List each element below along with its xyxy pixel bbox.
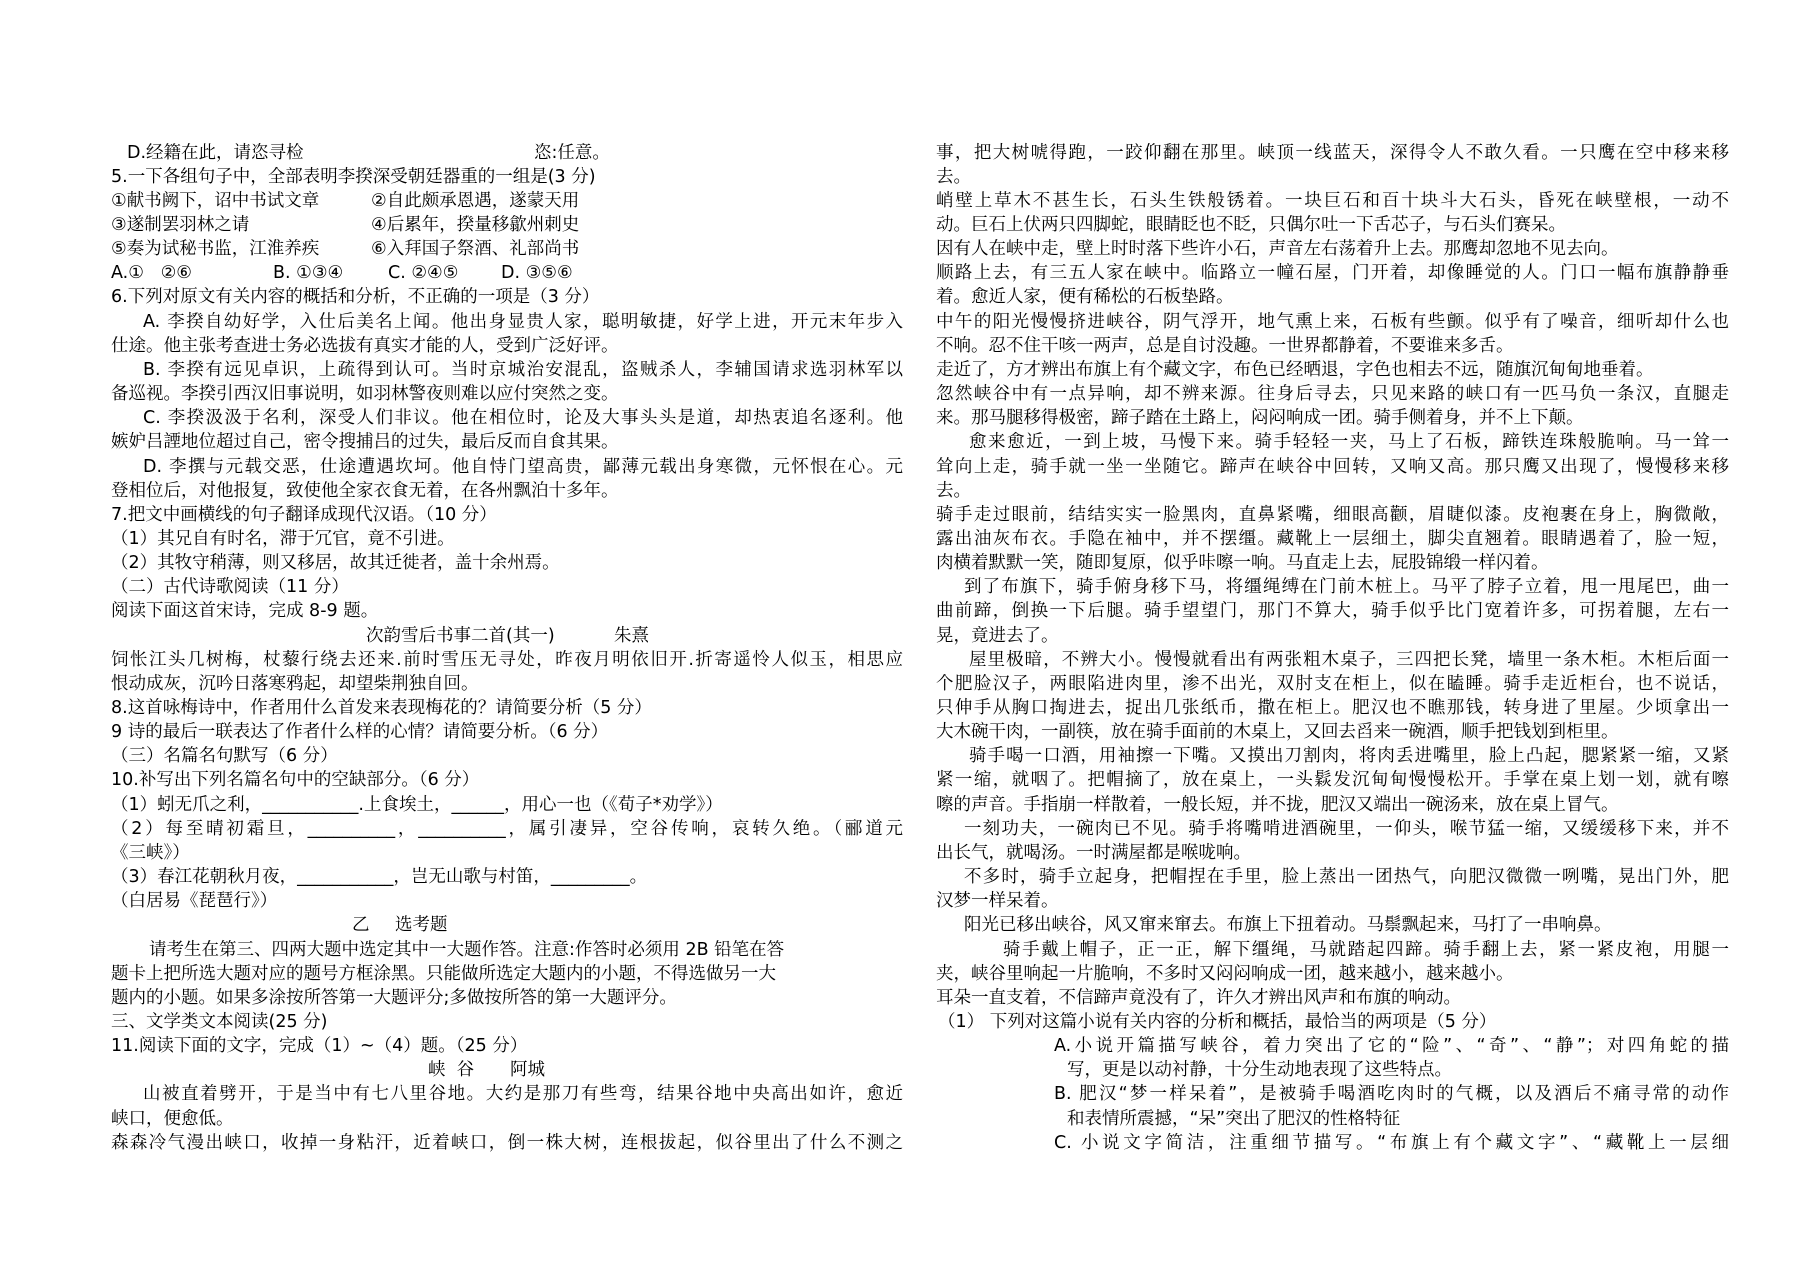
q11-1-choice-b: B. 肥汉“梦一样呆着”，是被骑手喝酒吃肉时的气概，以及酒后不痛寻常的动作 [1054,1084,1729,1105]
q5-choice-c: C. ②④⑤ [388,263,459,284]
q5-stem: 5.一下各组句子中，全部表明李揆深受朝廷器重的一组是(3 分) [111,166,596,187]
q5-item: ②自此颇承恩遇，遂蒙天用 [371,190,580,211]
poetry-section-heading: （二）古代诗歌阅读（11 分） [111,577,349,598]
q10-item: （2）每至晴初霜旦，__________，__________，属引凄异，空谷传响，哀转久绝。（郦道元 [111,818,903,839]
story-line: 只伸手从胸口掏进去，捉出几张纸币，撒在柜上。肥汉也不瞧那钱，转身进了里屋。少顷拿出一 [936,698,1729,718]
q10-item: （3）春江花朝秋月夜，___________，岂无山歌与村笛，_________。 [111,867,648,887]
q6-choice-a: A. 李揆自幼好学，入仕后美名上闻。他出身显贵人家，聪明敏捷，好学上进，开元末年步入 [143,311,903,332]
q11-1-stem: （1） 下列对这篇小说有关内容的分析和概括，最恰当的两项是（5 分） [938,1011,1497,1032]
story-line: 来。那马腿移得极密，蹄子踏在土路上，闷闷响成一团。骑手侧着身，并不上下颠。 [936,408,1584,429]
elective-notice: 题内的小题。如果多涂按所答第一大题评分;多做按所答的第一大题评分。 [111,987,677,1008]
q4-option-d-note: 恣:任意。 [534,142,610,163]
story-line: 去。 [936,480,971,501]
literature-section-heading: 三、文学类文本阅读(25 分) [111,1011,328,1032]
q11-1-choice-c: C. 小说文字简洁，注重细节描写。“布旗上有个藏文字”、“藏靴上一层细 [1054,1132,1729,1153]
q11-1-choice-a-cont: 写，更是以动衬静，十分生动地表现了这些特点。 [1067,1060,1452,1081]
story-line: 山被直着劈开，于是当中有七八里谷地。大约是那刀有些弯，结果谷地中央高出如许，愈近 [143,1084,903,1105]
story-line: 个肥脸汉子，两眼陷进肉里，渗不出光，双肘支在柜上，似在瞌睡。骑手走近柜台，也不说话， [936,673,1729,694]
story-line: 忽然峡谷中有一点异响，却不辨来源。往身后寻去，只见来路的峡口有一匹马负一条汉，直腿走 [936,384,1729,404]
story-line: 峡口，便愈低。 [111,1108,234,1129]
story-line: 汉梦一样呆着。 [936,891,1059,912]
elective-notice: 请考生在第三、四两大题中选定其中一大题作答。注意:作答时必须用 2B 铅笔在答 [149,939,785,960]
story-line: 不响。忍不住干咳一两声，总是自讨没趣。一世界都静着，不要谁来多舌。 [936,335,1514,356]
story-line: 夹，峡谷里响起一片脆响，不多时又闷闷响成一团，越来越小，越来越小。 [936,963,1514,984]
story-line: 出长气，就喝汤。一时满屋都是喉咙响。 [936,842,1251,863]
story-line: 事，把大树唬得跑，一跤仰翻在那里。峡顶一线蓝天，深得令人不敢久看。一只鹰在空中移来移 [936,142,1729,163]
story-line: 屋里极暗，不辨大小。慢慢就看出有两张粗木桌子，三四把长凳，墙里一条木柜。木柜后面一 [969,649,1729,670]
q10-stem: 10.补写出下列名篇名句中的空缺部分。（6 分） [111,770,480,791]
story-line: 露出油灰布衣。手隐在袖中，并不摆缰。藏靴上一层细土，脚尖直翘着。眼睛遇着了，脸一短， [936,528,1729,549]
story-line: 顺路上去，有三五人家在峡中。临路立一幢石屋，门开着，却像睡觉的人。门口一幅布旗静静垂 [936,263,1729,284]
story-line: 动。巨石上伏两只四脚蛇，眼睛眨也不眨，只偶尔吐一下舌芯子，与石头们赛呆。 [936,215,1566,235]
q5-item: ⑤奏为试秘书监，江淮养疾 [111,239,320,260]
q8: 8.这首咏梅诗中，作者用什么首发来表现梅花的？请简要分析（5 分） [111,698,652,718]
elective-part-label: 乙 [352,915,370,936]
elective-notice: 题卡上把所选大题对应的题号方框涂黑。只能做所选定大题内的小题，不得选做另一大 [111,963,776,984]
q11-stem: 11.阅读下面的文字，完成（1）~（4）题。（25 分） [111,1036,528,1057]
poem-line: 饲怅江头几树梅，杖藜行绕去还来.前时雪压无寻处，昨夜月明依旧开.折寄遥怜人似玉，相思应 [111,649,903,670]
story-line: 森森冷气漫出峡口，收掉一身粘汗，近着峡口，倒一株大树，连根拔起，似谷里出了什么不测之 [111,1132,903,1153]
poem-author: 朱熹 [614,625,649,646]
story-line: 嚓的声音。手指崩一样散着，一般长短，并不拢，肥汉又端出一碗汤来，放在桌上冒气。 [936,794,1619,815]
q6-choice-c-cont: 嫉妒吕諲地位超过自己，密令搜捕吕的过失，最后反而自食其果。 [111,432,619,453]
story-title: 峡 谷 [428,1060,475,1081]
q11-1-choice-a: A.小说开篇描写峡谷，着力突出了它的“险”、“奇”、“静”；对四角蛇的描 [1054,1036,1729,1057]
q11-1-choice-b-cont: 和表情所震撼，“呆”突出了肥汉的性格特征 [1067,1108,1401,1129]
elective-title: 选考题 [395,915,448,936]
story-line: 中午的阳光慢慢挤进峡谷，阴气浮开，地气熏上来，石板有些颤。似乎有了噪音，细听却什么也 [936,311,1729,332]
q6-stem: 6.下列对原文有关内容的概括和分析，不正确的一项是（3 分） [111,287,600,308]
story-line: 晃，竟进去了。 [936,625,1059,646]
story-line: 到了布旗下，骑手俯身移下马，将缰绳缚在门前木桩上。马平了脖子立着，甩一甩尾巴，曲一 [964,577,1729,598]
story-line: 耸向上走，骑手就一坐一坐随它。蹄声在峡谷中回转，又响又高。那只鹰又出现了，慢慢移来移 [936,456,1729,477]
q6-choice-b: B. 李揆有远见卓识，上疏得到认可。当时京城治安混乱，盗贼杀人，李辅国请求选羽林军以 [143,359,903,380]
q6-choice-a-cont: 仕途。他主张考查进士务必选拔有真实才能的人，受到广泛好评。 [111,335,619,356]
q5-item: ⑥入拜国子祭酒、礼部尚书 [371,239,580,260]
q9: 9 诗的最后一联表达了作者什么样的心情？请简要分析。（6 分） [111,722,609,743]
story-line: 着。愈近人家，便有稀松的石板垫路。 [936,287,1234,308]
recitation-section-heading: （三）名篇名句默写（6 分） [111,746,338,767]
poetry-instruction: 阅读下面这首宋诗，完成 8-9 题。 [111,601,379,622]
q5-choice-a: A.① ②⑥ [111,263,192,284]
story-line: 耳朵一直支着，不信蹄声竟没有了，许久才辨出风声和布旗的响动。 [936,987,1461,1008]
story-line: 骑手走过眼前，结结实实一脸黑肉，直鼻紧嘴，细眼高颧，眉睫似漆。皮袍裹在身上，胸微敞， [936,504,1729,525]
story-line: 阳光已移出峡谷，风又窜来窜去。布旗上下扭着动。马鬃飘起来，马打了一串响鼻。 [964,915,1612,936]
story-line: 不多时，骑手立起身，把帽捏在手里，脸上蒸出一团热气，向肥汉微微一咧嘴，晃出门外，肥 [964,867,1729,887]
q5-item: ④后累年，揆量移歙州刺史 [371,215,580,235]
q7-stem: 7.把文中画横线的句子翻译成现代汉语。（10 分） [111,504,497,525]
q6-choice-c: C. 李揆汲汲于名利，深受人们非议。他在相位时，论及大事头头是道，却热衷追名逐利。他 [143,408,903,429]
story-line: 骑手喝一口酒，用袖擦一下嘴。又摸出刀割肉，将肉丢进嘴里，脸上凸起，腮紧紧一缩，又紧 [969,746,1729,767]
story-line: 愈来愈近，一到上坡，马慢下来。骑手轻轻一夹，马上了石板，蹄铁连珠般脆响。马一耸一 [969,432,1729,453]
story-line: 去。 [936,166,971,187]
story-line: 肉横着默默一笑，随即复原，似乎咔嚓一响。马直走上去，屁股锦缎一样闪着。 [936,553,1549,574]
q7-item: （1）其兄自有时名，滞于冗官，竟不引进。 [111,528,455,549]
story-line: 峭壁上草木不甚生长，石头生铁般锈着。一块巨石和百十块斗大石头，昏死在峡壁根，一动不 [936,190,1729,211]
story-line: 曲前蹄，倒换一下后腿。骑手望望门，那门不算大，骑手似乎比门宽着许多，可拐着腿，左右一 [936,601,1729,622]
q7-item: （2）其牧守稍薄，则又移居，故其迁徙者，盖十余州焉。 [111,553,560,574]
q5-choice-b: B. ①③④ [273,263,344,284]
q6-choice-d-cont: 登相位后，对他报复，致使他全家衣食无着，在各州飘泊十多年。 [111,480,619,501]
q6-choice-d: D. 李撰与元载交恶，仕途遭遇坎坷。他自恃门望高贵，鄙薄元载出身寒微，元怀恨在心。元 [143,456,903,477]
q10-item-cont: 《三峡》） [111,842,190,863]
poem-line: 恨动成灰，沉吟日落寒鸦起，却望柴荆独自回。 [111,673,479,694]
q10-item: （1）蚓无爪之利，___________.上食埃土，______，用心一也（《荀子*劝学》） [111,794,723,815]
story-line: 骑手戴上帽子，正一正，解下缰绳，马就踏起四蹄。骑手翻上去，紧一紧皮袍，用腿一 [1003,939,1729,960]
story-line: 因有人在峡中走，壁上时时落下些许小石，声音左右荡着升上去。那鹰却忽地不见去向。 [936,239,1619,260]
q6-choice-b-cont: 备巡视。李揆引西汉旧事说明，如羽林警夜则难以应付突然之变。 [111,384,619,404]
story-line: 一刻功夫，一碗肉已不见。骑手将嘴啃进酒碗里，一仰头，喉节猛一缩，又缓缓移下来，并不 [964,818,1729,839]
q5-item: ①献书阙下，诏中书试文章 [111,190,320,211]
story-line: 走近了，方才辨出布旗上有个藏文字，布色已经晒退，字色也相去不远，随旗沉甸甸地垂着。 [936,359,1654,380]
story-line: 大木碗干肉，一副筷，放在骑手面前的木桌上，又回去舀来一碗酒，顺手把钱划到柜里。 [936,722,1619,743]
poem-title: 次韵雪后书事二首(其一) [366,625,555,646]
q5-choice-d: D. ③⑤⑥ [501,263,573,284]
story-author: 阿城 [510,1060,545,1081]
q10-item-cont: （白居易《琵琶行》） [111,891,278,912]
q4-option-d: D.经籍在此，请恣寻检 [127,142,304,163]
story-line: 紧一缩，就咽了。把帽摘了，放在桌上，一头鬏发沉甸甸慢慢松开。手掌在桌上划一划，就有嚓 [936,770,1729,791]
q5-item: ③遂制罢羽林之请 [111,215,250,235]
